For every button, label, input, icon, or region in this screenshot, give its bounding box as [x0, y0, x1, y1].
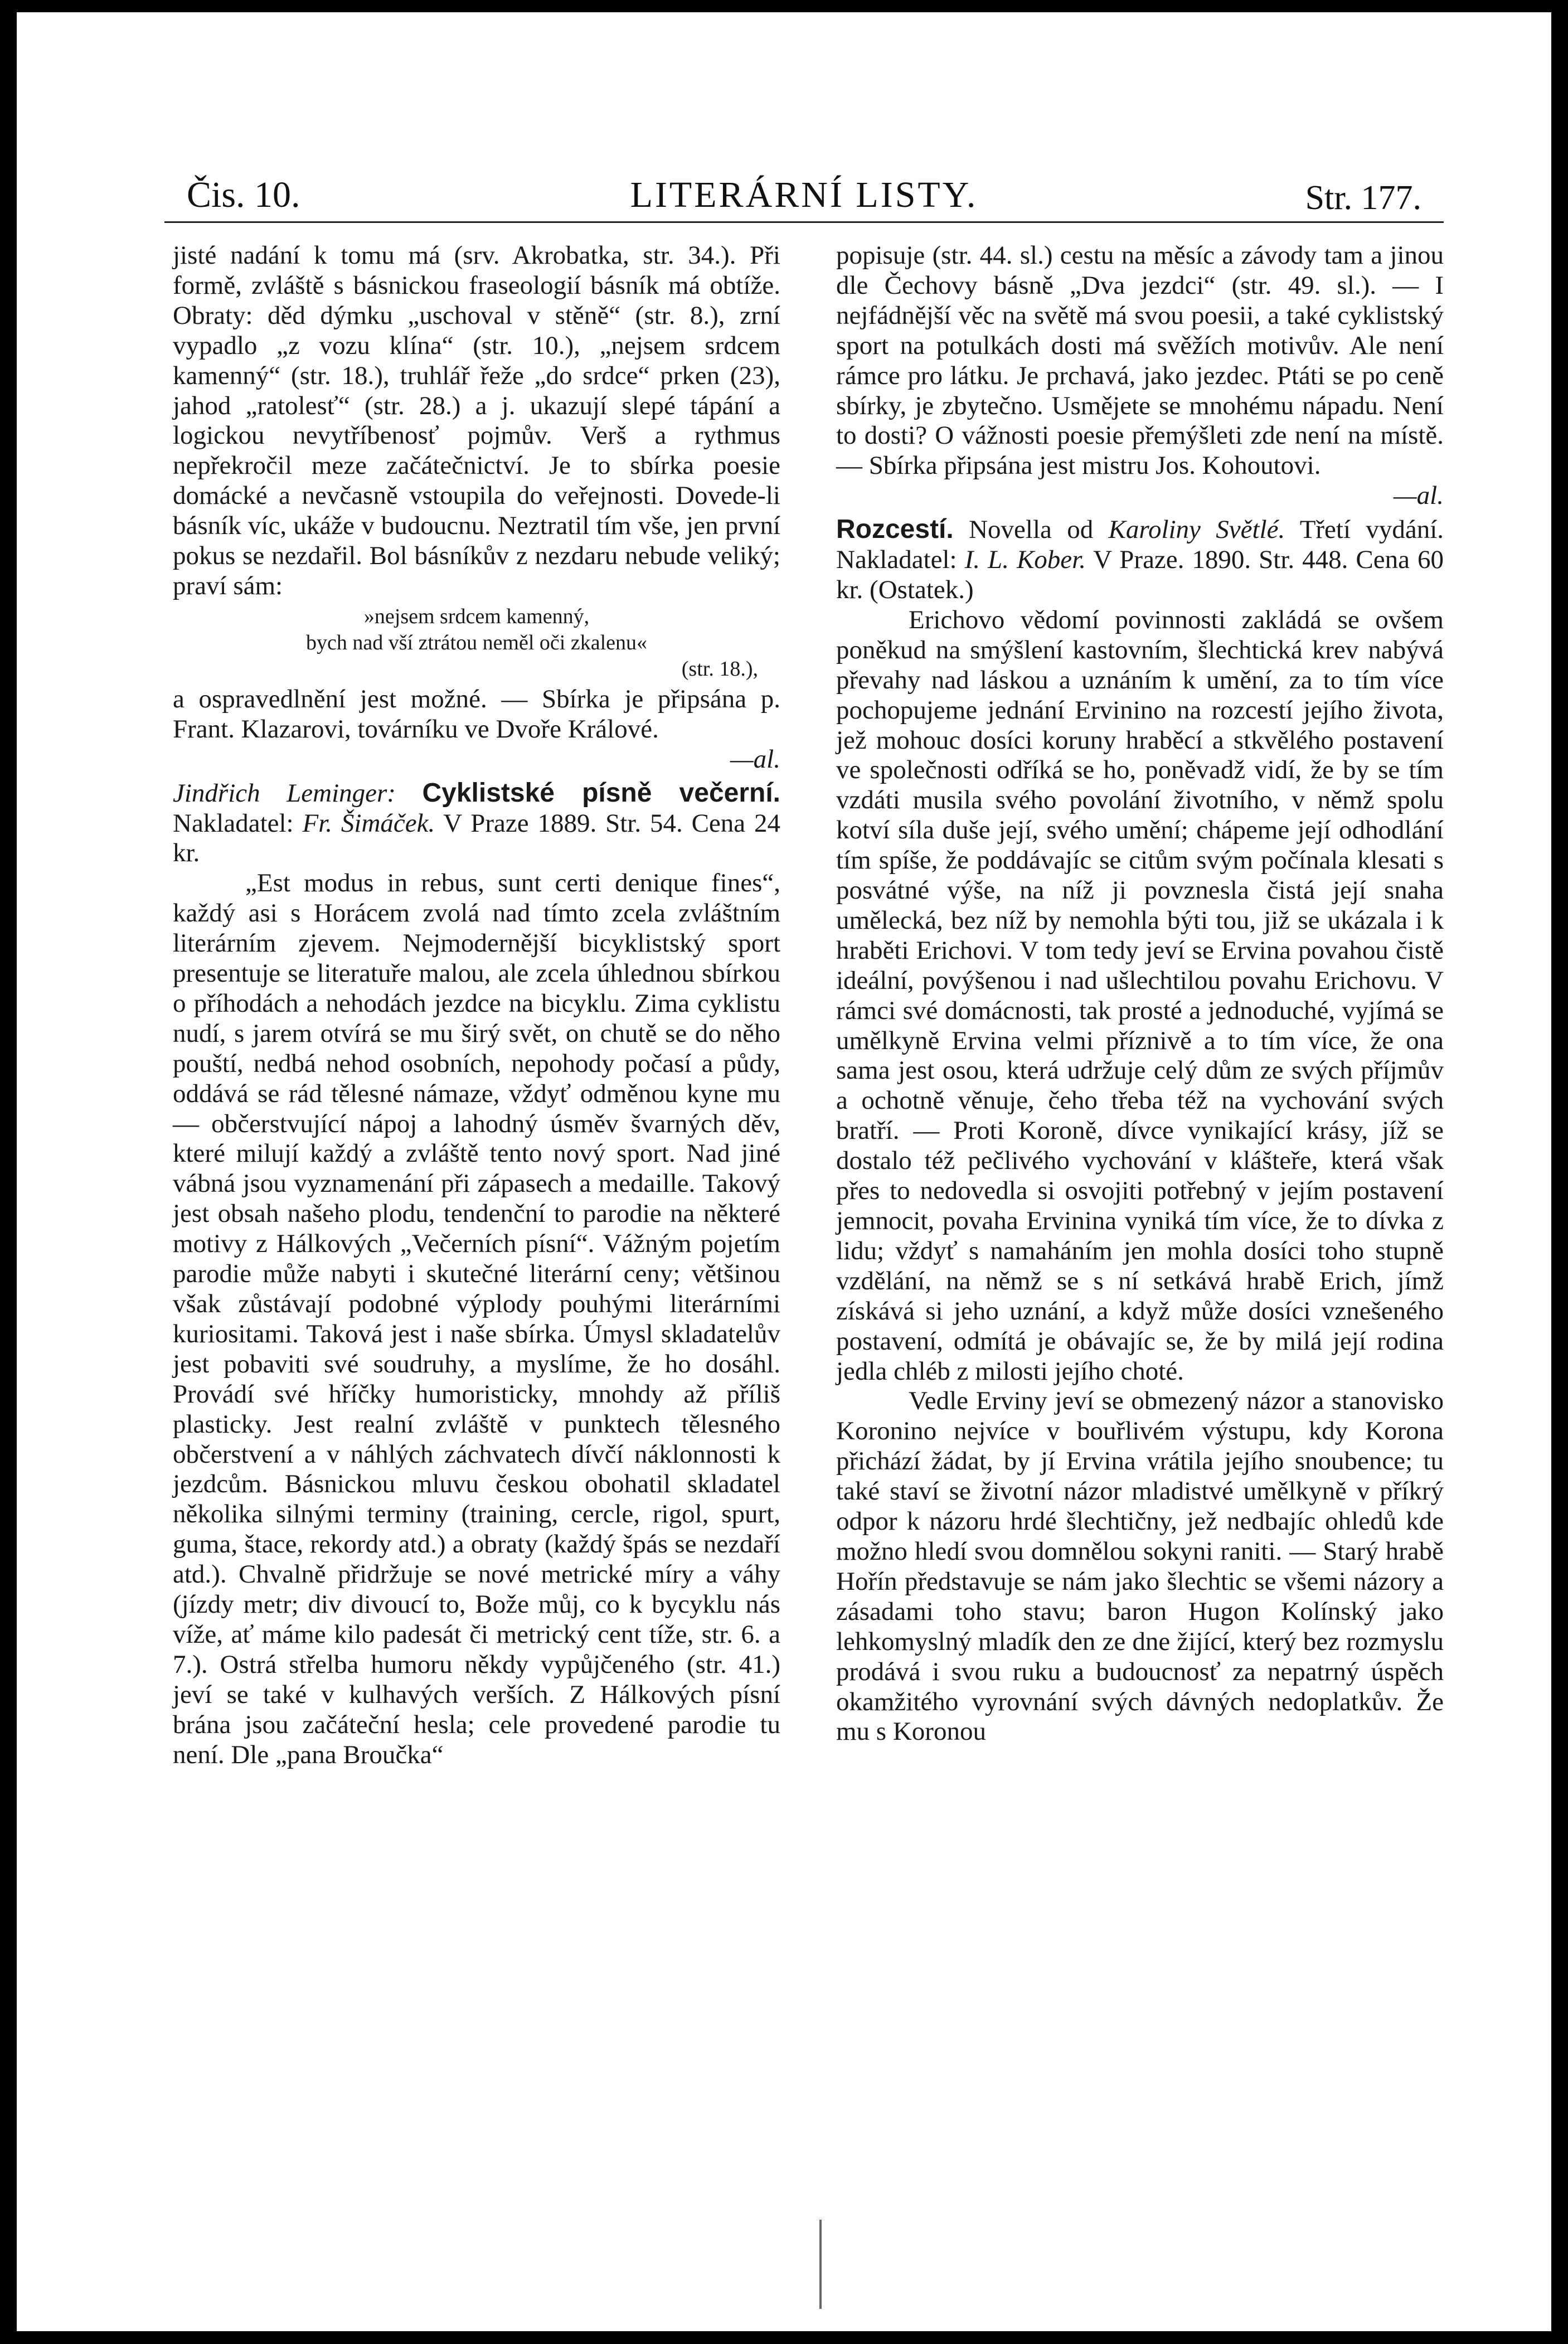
- review2-body: „Est modus in rebus, sunt certi denique fines“, každý asi s Horácem zvolá nad tímto zcela zvláštním literárním zjevem. Nejmodernější bicyklistský sport presentuje se literatuře malou, ale zcela úhlednou sbírkou o příhodách a nehodách jezdce na bicyklu. Zima cyklistu nudí, s jarem otvírá se mu širý svět, on chutě se do něho pouští, nedbá nehod osobních, nepohody počasí a půdy, oddává se rád tělesné námaze, vždyť odměnou kyne mu — občerstvující nápoj a lahodný úsměv švarných děv, které milují každý a zvláště tento nový sport. Nad jiné vábná jsou vyznamenání při zápasech a medaille. Takový jest obsah našeho plodu, tendenční to parodie na některé motivy z Hálkových „Večerních písní“. Vážným pojetím parodie může nabyti i skutečné literární ceny; většinou však zůstávají podobné výplody pouhými literárními kuriositami. Taková jest i naše sbírka. Úmysl skladatelův jest pobaviti své soudruhy, a myslíme, že ho dosáhl. Provádí své hříčky humoristicky, mnohdy až příliš plasticky. Jest realní zvláště v punktech tělesného občerstvení a v náhlých záchvatech dívčí náklonnosti k jezdcům. Básnickou mluvu českou obohatil skladatel několika silnými terminy (training, cercle, rigol, spurt, guma, štace, rekordy atd.) a obraty (každý špás se nezdaří atd.). Chvalně přidržuje se nové metrické míry a váhy (jízdy metr; div divoucí to, Bože můj, co k bycyklu nás víže, ať máme kilo padesát či metrický cent tíže, str. 6. a 7.). Ostrá střelba humoru někdy vypůjčeného (str. 41.) jeví se také v kulhavých verších. Z Hálkových písní brána jsou začáteční hesla; cele provedené parodie tu není. Dle „pana Broučka“: [173, 868, 780, 1769]
- review1-body: jisté nadání k tomu má (srv. Akrobatka, str. 34.). Při formě, zvláště s básnickou fraseologií básník má obtíže. Obraty: děd dýmku „uschoval v stěně“ (str. 8.), zrní vypadlo „z vozu klína“ (str. 10.), „nejsem srdcem kamenný“ (str. 18.), truhlář řeže „do srdce“ prken (23), jahod „ratolesť“ (str. 28.) a j. ukazují slepé tápání a logickou nevytříbenosť pojmův. Verš a rythmus nepřekročil meze začátečnictví. Je to sbírka poesie domácké a nevčasně vstoupila do veřejnosti. Dovede-li básník víc, ukáže v budoucnu. Neztratil tím vše, jen první pokus se nezdařil. Bol básníkův z nezdaru nebude veliký; praví sám:: [173, 241, 780, 600]
- right-column: [836, 241, 1444, 1747]
- review2-author: Jindřich Leminger:: [173, 778, 396, 808]
- review3-heading: [836, 515, 1444, 605]
- quote-line-2: bych nad vší ztrátou neměl oči zkalenu«: [305, 630, 647, 654]
- journal-title: LITERÁRNÍ LISTY.: [630, 174, 978, 215]
- review3-title: Rozcestí.: [836, 515, 954, 545]
- page-number: Str. 177.: [1305, 179, 1421, 217]
- review1-quote: [173, 604, 780, 682]
- review2-signature: —al.: [1393, 481, 1444, 511]
- review3-body-2: Vedle Erviny jeví se obmezený názor a stanovisko Koronino nejvíce v bouřlivém výstupu, kdy Korona přichází žádat, by jí Ervina vrátila jejího snoubence; tu také staví se životní názor mladistvé umělkyně v příkrý odpor k názoru hrdé šlechtičny, jež nedbajíc ohledů kde možno hledí svou domnělou sokyni raniti. — Starý hrabě Hořín představuje se nám jako šlechtic se všemi názory a zásadami toho stavu; baron Hugon Kolínský jako lehkomyslný mladík den ze dne žijící, který bez rozmyslu prodává i svou ruku a budoucnosť za nepatrný úspěch okamžitého vyrovnání svých dávných nedoplatkův. Že mu s Koronou: [836, 1386, 1444, 1746]
- header-rule: [164, 221, 1444, 223]
- review2-title: Cyklistské písně večerní.: [422, 778, 781, 808]
- review3-publisher: I. L. Kober.: [964, 545, 1086, 575]
- quote-source: (str. 18.),: [681, 657, 758, 681]
- issue-number: Čis. 10.: [187, 174, 300, 215]
- review2-meta-pre: Nakladatel:: [173, 808, 294, 838]
- review2-heading: [173, 778, 780, 869]
- left-column: [173, 241, 780, 1770]
- review2-continuation: popisuje (str. 44. sl.) cestu na měsíc a závody tam a jinou dle Čechovy básně „Dva jezdci“ (str. 49. sl.). — I nejfádnější věc na světě má svou poesii, a také cyklistský sport na potulkách dosti má svěžích motivův. Ale není rámce pro látku. Je prchavá, jako jezdec. Ptáti se po ceně sbírky, je zbytečno. Usmějete se mnohému nápadu. Není to dosti? O vážnosti poesie přemýšleti zde není na místě. — Sbírka připsána jest mistru Jos. Kohoutovi.: [836, 241, 1444, 481]
- review3-author: Karoliny Světlé.: [1108, 515, 1285, 545]
- review3-post: V Praze. 1890. Str. 448. Cena 60 kr. (Ostatek.): [836, 545, 1444, 604]
- review1-signature: —al.: [730, 744, 780, 774]
- page-sheet: [17, 12, 1551, 2331]
- running-header: [164, 168, 1444, 219]
- margin-mark: [819, 2220, 822, 2309]
- review2-meta-post: V Praze 1889. Str. 54. Cena 24 kr.: [173, 808, 781, 868]
- review3-mid: Třetí vydání. Nakladatel:: [836, 515, 1444, 575]
- review3-body-1: Erichovo vědomí povinnosti zakládá se ovšem poněkud na smýšlení kastovním, šlechtická krev nabývá převahy nad láskou a uznáním k umění, za to tím více pochopujeme jednání Ervinino na rozcestí jejího života, jež mohouc dosíci koruny hraběcí a stkvělého postavení ve společnosti odříká se ho, poněvadž vidí, že by se tím vzdáti musila svého povolání životního, v němž spolu kotví síla duše její, svého umění; chápeme její odhodlání tím spíše, že poddávajíc se citům svým počínala klesati s posvátné výše, na níž ji povznesla čistá její snaha umělecká, bez níž by nemohla býti tou, již se ukázala i k hraběti Erichovi. V tom tedy jeví se Ervina povahou čistě ideální, povýšenou i nad ušlechtilou povahu Erichovu. V rámci své domácnosti, tak prosté a jednoduché, vyjímá se umělkyně Ervina velmi příznivě a to tím více, že ona sama jest osou, která udržuje celý dům ze svých příjmův a ochotně věnuje, čeho třeba též na vychování svých bratří. — Proti Koroně, dívce vynikající krásy, jíž se dostalo též pečlivého vychování v klášteře, která však přes to nedovedla si osvojiti potřebný v jejím postavení jemnocit, povaha Ervinina vyniká tím více, že to dívka z lidu; vždyť s namaháním jen mohla dosíci toho stupně vzdělání, na němž se s ní setkává hrabě Erich, jímž získává si jeho uznání, a když může dosíci vznešeného postavení, odmítá je obávajíc se, že by milá její rodina jedla chléb z milosti jejího choté.: [836, 605, 1444, 1386]
- review2-publisher: Fr. Šimáček.: [302, 808, 435, 838]
- review3-pre: Novella od: [969, 515, 1094, 545]
- quote-line-1: »nejsem srdcem kamenný,: [363, 604, 590, 628]
- review1-closing: a ospravedlnění jest možné. — Sbírka je připsána p. Frant. Klazarovi, továrníku ve Dvoře Králové.: [173, 684, 780, 744]
